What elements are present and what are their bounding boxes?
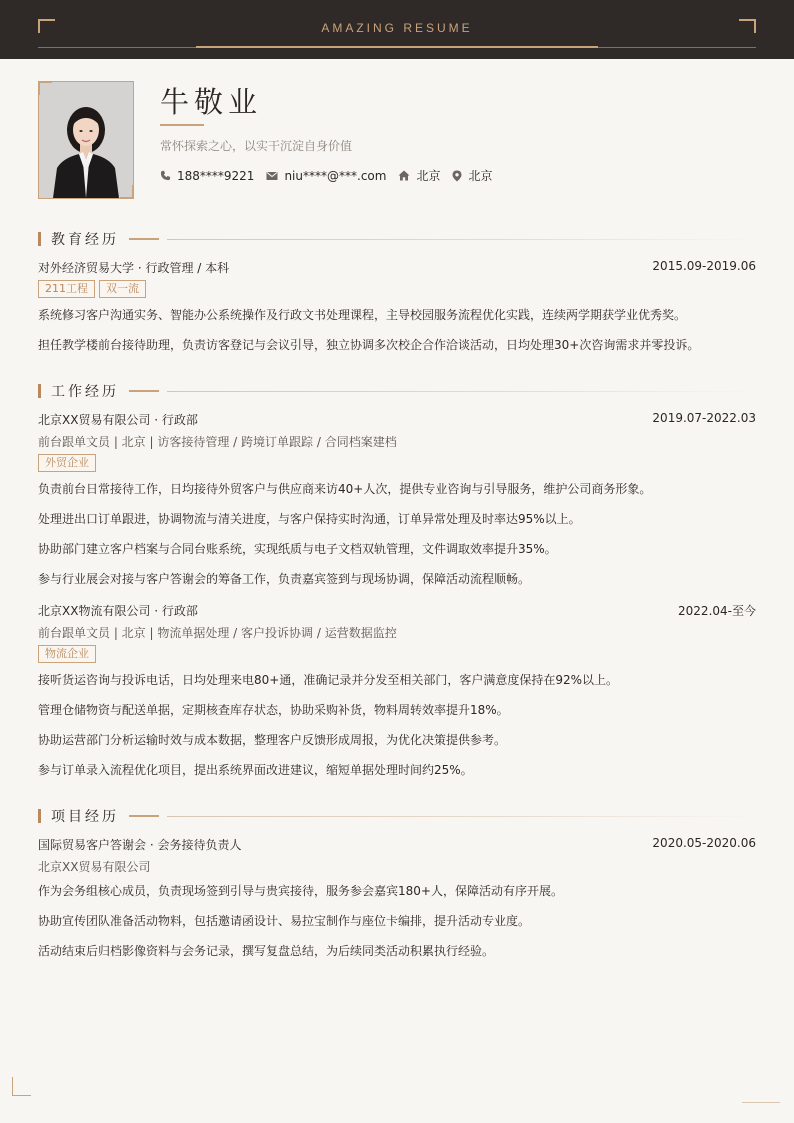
contact-email [266,169,386,183]
education-paragraph: 系统修习客户沟通实务、智能办公系统操作及行政文书处理课程，主导校园服务流程优化实践，连续两学期获学业优秀奖。 [38,308,687,322]
project-paragraph: 作为会务组核心成员，负责现场签到引导与贵宾接待，服务参会嘉宾180+人，保障活动有序开展。 [38,884,563,898]
job-tags [38,454,100,472]
job-date: 2022.04-至今 [678,604,756,618]
contact-home [398,167,440,184]
brand-title: AMAZING RESUME [321,21,473,35]
section-title: 项目经历 [51,809,119,825]
tag-badge: 211工程 [38,280,95,298]
section-divider [167,239,756,240]
portrait-photo [39,82,133,198]
photo-corner-top-left [38,81,52,95]
name-underline [160,124,204,126]
header-accent-rule [196,46,598,48]
job-paragraph: 管理仓储物资与配送单据，定期核查库存状态，协助采购补货，物料周转效率提升18%。 [38,703,509,717]
section-header-education [38,231,756,247]
phone-text: 188****9221 [177,168,255,183]
job-paragraph: 协助部门建立客户档案与合同台账系统，实现纸质与电子文档双轨管理，文件调取效率提升35%。 [38,542,557,556]
job-paragraph: 接听货运咨询与投诉电话，日均处理来电80+通，准确记录并分发至相关部门，客户满意度保持在92%以上。 [38,673,619,687]
photo-corner-bottom-right [120,185,134,199]
job-date: 2019.07-2022.03 [652,411,756,425]
section-accent-rule [129,390,159,392]
tag-badge: 物流企业 [38,645,96,663]
job-paragraph: 处理进出口订单跟进，协调物流与清关进度，与客户保持实时沟通，订单异常处理及时率达95%以上。 [38,512,581,526]
job-paragraph: 参与订单录入流程优化项目，提出系统界面改进建议，缩短单据处理时间约25%。 [38,763,473,777]
section-header-work [38,383,756,399]
candidate-name: 牛敬业 [160,85,263,119]
candidate-motto: 常怀探索之心，以实干沉淀自身价值 [160,139,353,153]
footer-rule [742,1102,780,1103]
section-title: 工作经历 [51,384,119,400]
job-paragraph: 参与行业展会对接与客户答谢会的筹备工作，负责嘉宾签到与现场协调，保障活动流程顺畅。 [38,572,531,586]
section-marker [38,384,41,398]
job-meta: 前台跟单文员 | 北京 | 访客接待管理 / 跨境订单跟踪 / 合同档案建档 [38,435,397,449]
education-paragraph: 担任教学楼前台接待助理，负责访客登记与会议引导，独立协调多次校企合作洽谈活动，日均处理30+次咨询需求并零投诉。 [38,338,700,352]
location-text: 北京 [468,169,493,183]
section-accent-rule [129,815,159,817]
home-text: 北京 [416,169,441,183]
section-marker [38,232,41,246]
email-text: niu****@***.com [284,168,387,183]
project-date: 2020.05-2020.06 [652,836,756,850]
education-date: 2015.09-2019.06 [652,259,756,273]
education-heading: 对外经济贸易大学 · 行政管理 / 本科 [38,261,230,275]
job-heading: 北京XX贸易有限公司 · 行政部 [38,413,198,427]
job-meta: 前台跟单文员 | 北京 | 物流单据处理 / 客户投诉协调 / 运营数据监控 [38,626,397,640]
avatar [38,81,134,199]
contact-phone [160,169,254,183]
location-pin-icon [452,170,462,182]
job-tags [38,645,100,663]
project-meta: 北京XX贸易有限公司 [38,860,151,874]
project-paragraph: 协助宣传团队准备活动物料，包括邀请函设计、易拉宝制作与座位卡编排，提升活动专业度。 [38,914,531,928]
section-header-projects [38,808,756,824]
section-divider [167,391,756,392]
section-divider [167,816,756,817]
mail-icon [266,171,278,181]
project-heading: 国际贸易客户答谢会 · 会务接待负责人 [38,838,242,852]
tag-badge: 双一流 [99,280,146,298]
job-paragraph: 负责前台日常接待工作，日均接待外贸客户与供应商来访40+人次，提供专业咨询与引导服务，维护公司商务形象。 [38,482,652,496]
section-title: 教育经历 [51,232,119,248]
corner-ornament-bottom-left [12,1077,31,1096]
job-heading: 北京XX物流有限公司 · 行政部 [38,604,198,618]
job-paragraph: 协助运营部门分析运输时效与成本数据，整理客户反馈形成周报，为优化决策提供参考。 [38,733,507,747]
contact-list [160,167,504,184]
education-tags [38,280,150,298]
header-band [0,0,794,59]
home-icon [398,170,410,181]
project-paragraph: 活动结束后归档影像资料与会务记录，撰写复盘总结，为后续同类活动积累执行经验。 [38,944,495,958]
contact-location [452,167,492,184]
section-marker [38,809,41,823]
tag-badge: 外贸企业 [38,454,96,472]
phone-icon [160,170,171,181]
section-accent-rule [129,238,159,240]
